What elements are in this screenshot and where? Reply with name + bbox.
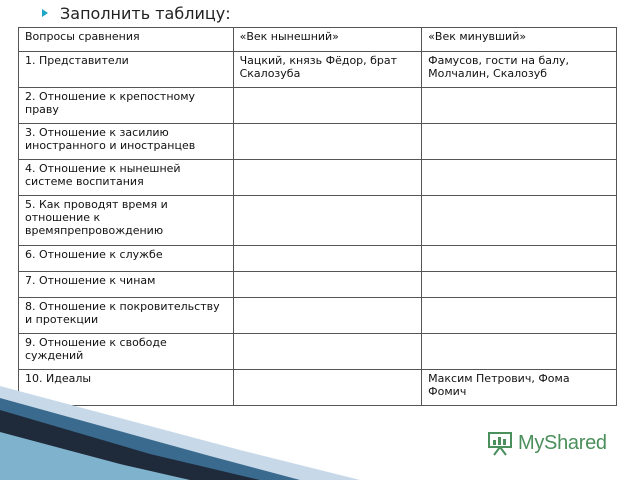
table-cell [233,246,422,272]
table-row [19,246,617,272]
table-cell: 8. Отношение к покровительству и протекции [19,298,234,334]
table-cell: 6. Отношение к службе [19,246,234,272]
header-cell-questions: Вопросы сравнения [19,28,234,52]
table-header-row [19,28,617,52]
table-row [19,272,617,298]
slide-heading: Заполнить таблицу: [60,3,231,23]
table-cell [233,334,422,370]
table-cell [233,160,422,196]
table-cell: 5. Как проводят время и отношение к времяпрепровождению [19,196,234,246]
presentation-board-icon [486,429,514,457]
table-cell [233,88,422,124]
header-cell-past-age: «Век минувший» [422,28,617,52]
table-cell: Фамусов, гости на балу, Молчалин, Скалозуб [422,52,617,88]
table-cell [422,160,617,196]
table-row [19,88,617,124]
table-cell: 2. Отношение к крепостному праву [19,88,234,124]
table-cell [422,196,617,246]
table-cell: 7. Отношение к чинам [19,272,234,298]
logo-text: MyShared [518,431,607,454]
table-cell [233,298,422,334]
table-cell [422,88,617,124]
table-row [19,298,617,334]
slide-header [42,2,231,24]
table-row [19,196,617,246]
header-cell-present-age: «Век нынешний» [233,28,422,52]
table-cell [233,124,422,160]
table-cell: 1. Представители [19,52,234,88]
table-cell: 4. Отношение к нынешней системе воспитания [19,160,234,196]
table-cell [233,370,422,406]
myshared-logo [486,429,607,457]
table-cell [233,196,422,246]
table-row [19,52,617,88]
table-row [19,160,617,196]
table-cell [422,124,617,160]
bullet-arrow-icon [42,9,48,17]
table-cell: 3. Отношение к засилию иностранного и иностранцев [19,124,234,160]
table-cell: 10. Идеалы [19,370,234,406]
comparison-table [18,27,617,406]
table-row [19,124,617,160]
table-cell: Чацкий, князь Фёдор, брат Скалозуба [233,52,422,88]
table-cell [422,246,617,272]
table-row [19,370,617,406]
table-cell [422,272,617,298]
table-cell: Максим Петрович, Фома Фомич [422,370,617,406]
table-row [19,334,617,370]
table-cell [422,334,617,370]
table-cell [422,298,617,334]
table-cell [233,272,422,298]
table-cell: 9. Отношение к свободе суждений [19,334,234,370]
